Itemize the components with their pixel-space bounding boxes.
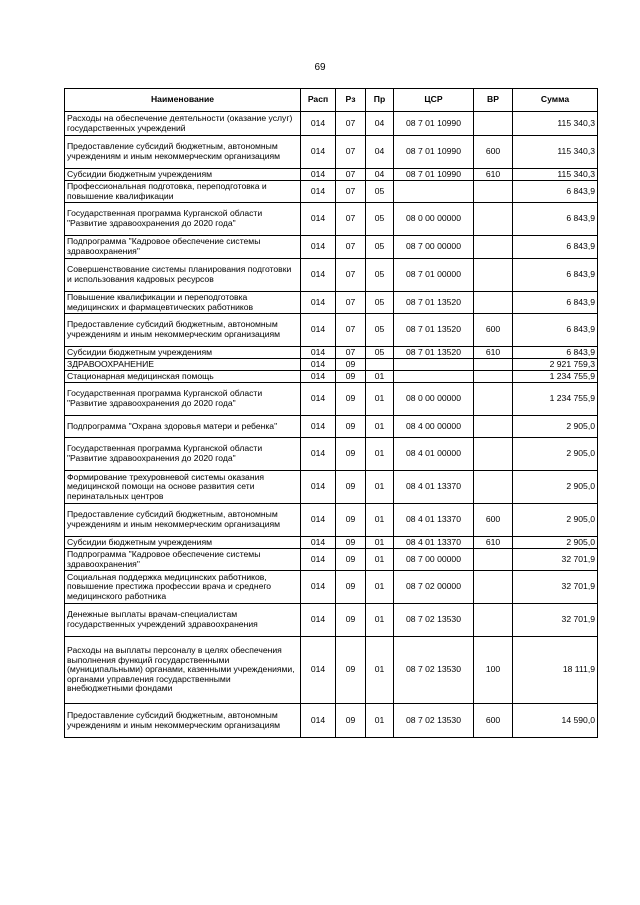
cell-rasp: 014 <box>301 416 336 438</box>
cell-vr: 610 <box>474 347 513 359</box>
cell-csr: 08 0 00 00000 <box>394 203 474 236</box>
cell-vr: 600 <box>474 704 513 738</box>
cell-name: Государственная программа Курганской области "Развитие здравоохранения до 2020 года" <box>65 203 301 236</box>
cell-vr: 610 <box>474 169 513 181</box>
cell-pr: 05 <box>366 236 394 259</box>
cell-rasp: 014 <box>301 549 336 571</box>
cell-rasp: 014 <box>301 236 336 259</box>
cell-csr: 08 7 00 00000 <box>394 549 474 571</box>
cell-rasp: 014 <box>301 383 336 416</box>
cell-pr: 01 <box>366 637 394 704</box>
cell-rasp: 014 <box>301 347 336 359</box>
cell-rz: 09 <box>336 438 366 471</box>
cell-vr: 100 <box>474 637 513 704</box>
cell-csr: 08 7 01 13520 <box>394 292 474 314</box>
cell-name: Совершенствование системы планирования подготовки и использования кадровых ресурсов <box>65 259 301 292</box>
cell-rasp: 014 <box>301 292 336 314</box>
cell-rasp: 014 <box>301 438 336 471</box>
cell-name: Расходы на обеспечение деятельности (оказание услуг) государственных учреждений <box>65 112 301 136</box>
cell-name: Государственная программа Курганской области "Развитие здравоохранения до 2020 года" <box>65 383 301 416</box>
table-row <box>65 416 598 438</box>
cell-pr: 05 <box>366 314 394 347</box>
cell-csr: 08 7 00 00000 <box>394 236 474 259</box>
cell-sum: 18 111,9 <box>513 637 598 704</box>
table-row <box>65 169 598 181</box>
cell-csr: 08 7 02 13530 <box>394 604 474 637</box>
cell-pr: 01 <box>366 604 394 637</box>
cell-pr: 05 <box>366 347 394 359</box>
table-row <box>65 637 598 704</box>
cell-csr: 08 7 01 00000 <box>394 259 474 292</box>
cell-rz: 09 <box>336 471 366 504</box>
cell-csr: 08 7 02 00000 <box>394 571 474 604</box>
cell-pr: 01 <box>366 571 394 604</box>
table-row <box>65 203 598 236</box>
cell-vr <box>474 438 513 471</box>
cell-vr <box>474 112 513 136</box>
cell-name: Предоставление субсидий бюджетным, автономным учреждениям и иным некоммерческим организациям <box>65 504 301 537</box>
cell-rz: 07 <box>336 203 366 236</box>
table-header-row <box>65 89 598 112</box>
cell-pr: 05 <box>366 203 394 236</box>
cell-rasp: 014 <box>301 571 336 604</box>
table-row <box>65 471 598 504</box>
cell-csr: 08 7 01 13520 <box>394 314 474 347</box>
cell-vr: 600 <box>474 504 513 537</box>
cell-pr: 01 <box>366 416 394 438</box>
cell-rz: 09 <box>336 549 366 571</box>
cell-pr: 01 <box>366 438 394 471</box>
cell-sum: 2 905,0 <box>513 416 598 438</box>
cell-name: Формирование трехуровневой системы оказания медицинской помощи на основе развития сети перинатальных центров <box>65 471 301 504</box>
cell-pr: 05 <box>366 292 394 314</box>
cell-pr: 04 <box>366 169 394 181</box>
cell-name: Подпрограмма "Кадровое обеспечение системы здравоохранения" <box>65 236 301 259</box>
cell-vr <box>474 471 513 504</box>
cell-vr: 600 <box>474 136 513 169</box>
cell-name: Расходы на выплаты персоналу в целях обеспечения выполнения функций государственными (муниципальными) органами, казенными учреждениями, органами управления государственными внебюджетными фондами <box>65 637 301 704</box>
table-row <box>65 236 598 259</box>
table-row <box>65 537 598 549</box>
cell-vr <box>474 359 513 371</box>
cell-rasp: 014 <box>301 314 336 347</box>
cell-vr: 600 <box>474 314 513 347</box>
cell-name: Денежные выплаты врачам-специалистам государственных учреждений здравоохранения <box>65 604 301 637</box>
cell-csr: 08 7 02 13530 <box>394 637 474 704</box>
table-row <box>65 704 598 738</box>
cell-pr: 01 <box>366 504 394 537</box>
cell-rasp: 014 <box>301 259 336 292</box>
cell-rz: 09 <box>336 504 366 537</box>
cell-sum: 2 905,0 <box>513 537 598 549</box>
header-sum: Сумма <box>513 89 598 112</box>
table-row <box>65 292 598 314</box>
cell-rz: 09 <box>336 571 366 604</box>
cell-name: Профессиональная подготовка, переподготовка и повышение квалификации <box>65 181 301 203</box>
cell-csr: 08 4 01 13370 <box>394 504 474 537</box>
cell-sum: 6 843,9 <box>513 292 598 314</box>
table-row <box>65 259 598 292</box>
cell-rasp: 014 <box>301 203 336 236</box>
cell-rz: 09 <box>336 371 366 383</box>
cell-rz: 07 <box>336 259 366 292</box>
cell-sum: 6 843,9 <box>513 181 598 203</box>
cell-pr: 01 <box>366 383 394 416</box>
cell-rz: 07 <box>336 347 366 359</box>
table-row <box>65 347 598 359</box>
table-row <box>65 549 598 571</box>
header-name: Наименование <box>65 89 301 112</box>
cell-name: Предоставление субсидий бюджетным, автономным учреждениям и иным некоммерческим организациям <box>65 314 301 347</box>
table-row <box>65 359 598 371</box>
cell-pr: 04 <box>366 136 394 169</box>
cell-name: ЗДРАВООХРАНЕНИЕ <box>65 359 301 371</box>
cell-rasp: 014 <box>301 604 336 637</box>
cell-rz: 07 <box>336 169 366 181</box>
table-row <box>65 604 598 637</box>
budget-table <box>64 88 598 738</box>
cell-sum: 6 843,9 <box>513 236 598 259</box>
cell-rz: 07 <box>336 314 366 347</box>
cell-rz: 07 <box>336 181 366 203</box>
cell-name: Социальная поддержка медицинских работников, повышение престижа профессии врача и среднего медицинского работника <box>65 571 301 604</box>
cell-sum: 2 905,0 <box>513 504 598 537</box>
cell-vr <box>474 181 513 203</box>
cell-name: Стационарная медицинская помощь <box>65 371 301 383</box>
cell-csr: 08 7 01 10990 <box>394 136 474 169</box>
cell-sum: 32 701,9 <box>513 549 598 571</box>
cell-pr: 01 <box>366 371 394 383</box>
cell-pr: 01 <box>366 549 394 571</box>
cell-sum: 32 701,9 <box>513 571 598 604</box>
cell-sum: 1 234 755,9 <box>513 371 598 383</box>
cell-vr: 610 <box>474 537 513 549</box>
cell-vr <box>474 383 513 416</box>
cell-csr: 08 7 01 10990 <box>394 112 474 136</box>
cell-csr: 08 4 00 00000 <box>394 416 474 438</box>
table-row <box>65 136 598 169</box>
cell-sum: 115 340,3 <box>513 169 598 181</box>
header-vr: ВР <box>474 89 513 112</box>
table-body <box>65 112 598 738</box>
cell-vr <box>474 416 513 438</box>
table-row <box>65 112 598 136</box>
table-row <box>65 181 598 203</box>
cell-name: Предоставление субсидий бюджетным, автономным учреждениям и иным некоммерческим организациям <box>65 136 301 169</box>
header-rz: Рз <box>336 89 366 112</box>
header-pr: Пр <box>366 89 394 112</box>
cell-pr: 04 <box>366 112 394 136</box>
header-rasp: Расп <box>301 89 336 112</box>
cell-sum: 32 701,9 <box>513 604 598 637</box>
cell-sum: 6 843,9 <box>513 347 598 359</box>
cell-rz: 07 <box>336 136 366 169</box>
cell-sum: 115 340,3 <box>513 136 598 169</box>
cell-rasp: 014 <box>301 504 336 537</box>
cell-pr: 01 <box>366 704 394 738</box>
cell-pr: 05 <box>366 181 394 203</box>
cell-rasp: 014 <box>301 169 336 181</box>
cell-csr <box>394 359 474 371</box>
table-row <box>65 571 598 604</box>
cell-sum: 6 843,9 <box>513 314 598 347</box>
table-row <box>65 504 598 537</box>
page-number: 69 <box>314 62 326 73</box>
table-row <box>65 371 598 383</box>
cell-csr: 08 4 01 00000 <box>394 438 474 471</box>
cell-vr <box>474 259 513 292</box>
cell-pr: 01 <box>366 471 394 504</box>
table-row <box>65 314 598 347</box>
cell-rasp: 014 <box>301 637 336 704</box>
cell-pr: 05 <box>366 259 394 292</box>
cell-sum: 14 590,0 <box>513 704 598 738</box>
cell-rasp: 014 <box>301 359 336 371</box>
cell-csr: 08 7 01 13520 <box>394 347 474 359</box>
cell-rz: 07 <box>336 236 366 259</box>
cell-rz: 09 <box>336 383 366 416</box>
cell-csr: 08 0 00 00000 <box>394 383 474 416</box>
cell-rasp: 014 <box>301 704 336 738</box>
cell-name: Предоставление субсидий бюджетным, автономным учреждениям и иным некоммерческим организациям <box>65 704 301 738</box>
cell-sum: 115 340,3 <box>513 112 598 136</box>
cell-rz: 09 <box>336 359 366 371</box>
cell-name: Подпрограмма "Кадровое обеспечение системы здравоохранения" <box>65 549 301 571</box>
cell-rz: 09 <box>336 704 366 738</box>
cell-csr: 08 4 01 13370 <box>394 537 474 549</box>
table-row <box>65 438 598 471</box>
cell-sum: 6 843,9 <box>513 203 598 236</box>
cell-name: Подпрограмма "Охрана здоровья матери и ребенка" <box>65 416 301 438</box>
cell-sum: 6 843,9 <box>513 259 598 292</box>
cell-vr <box>474 571 513 604</box>
cell-vr <box>474 236 513 259</box>
cell-vr <box>474 203 513 236</box>
cell-rasp: 014 <box>301 471 336 504</box>
cell-rasp: 014 <box>301 112 336 136</box>
cell-vr <box>474 371 513 383</box>
cell-rz: 09 <box>336 637 366 704</box>
cell-name: Государственная программа Курганской области "Развитие здравоохранения до 2020 года" <box>65 438 301 471</box>
cell-sum: 1 234 755,9 <box>513 383 598 416</box>
cell-name: Субсидии бюджетным учреждениям <box>65 537 301 549</box>
cell-rz: 07 <box>336 292 366 314</box>
cell-pr <box>366 359 394 371</box>
cell-rasp: 014 <box>301 136 336 169</box>
cell-csr: 08 7 01 10990 <box>394 169 474 181</box>
cell-rz: 09 <box>336 604 366 637</box>
cell-rz: 09 <box>336 416 366 438</box>
cell-sum: 2 905,0 <box>513 471 598 504</box>
header-csr: ЦСР <box>394 89 474 112</box>
cell-vr <box>474 604 513 637</box>
cell-vr <box>474 549 513 571</box>
cell-csr <box>394 181 474 203</box>
cell-name: Повышение квалификации и переподготовка медицинских и фармацевтических работников <box>65 292 301 314</box>
cell-rz: 07 <box>336 112 366 136</box>
cell-vr <box>474 292 513 314</box>
cell-rz: 09 <box>336 537 366 549</box>
cell-name: Субсидии бюджетным учреждениям <box>65 169 301 181</box>
table-row <box>65 383 598 416</box>
cell-rasp: 014 <box>301 371 336 383</box>
cell-rasp: 014 <box>301 537 336 549</box>
cell-rasp: 014 <box>301 181 336 203</box>
cell-sum: 2 921 759,3 <box>513 359 598 371</box>
cell-pr: 01 <box>366 537 394 549</box>
cell-name: Субсидии бюджетным учреждениям <box>65 347 301 359</box>
cell-sum: 2 905,0 <box>513 438 598 471</box>
cell-csr: 08 7 02 13530 <box>394 704 474 738</box>
cell-csr: 08 4 01 13370 <box>394 471 474 504</box>
cell-csr <box>394 371 474 383</box>
